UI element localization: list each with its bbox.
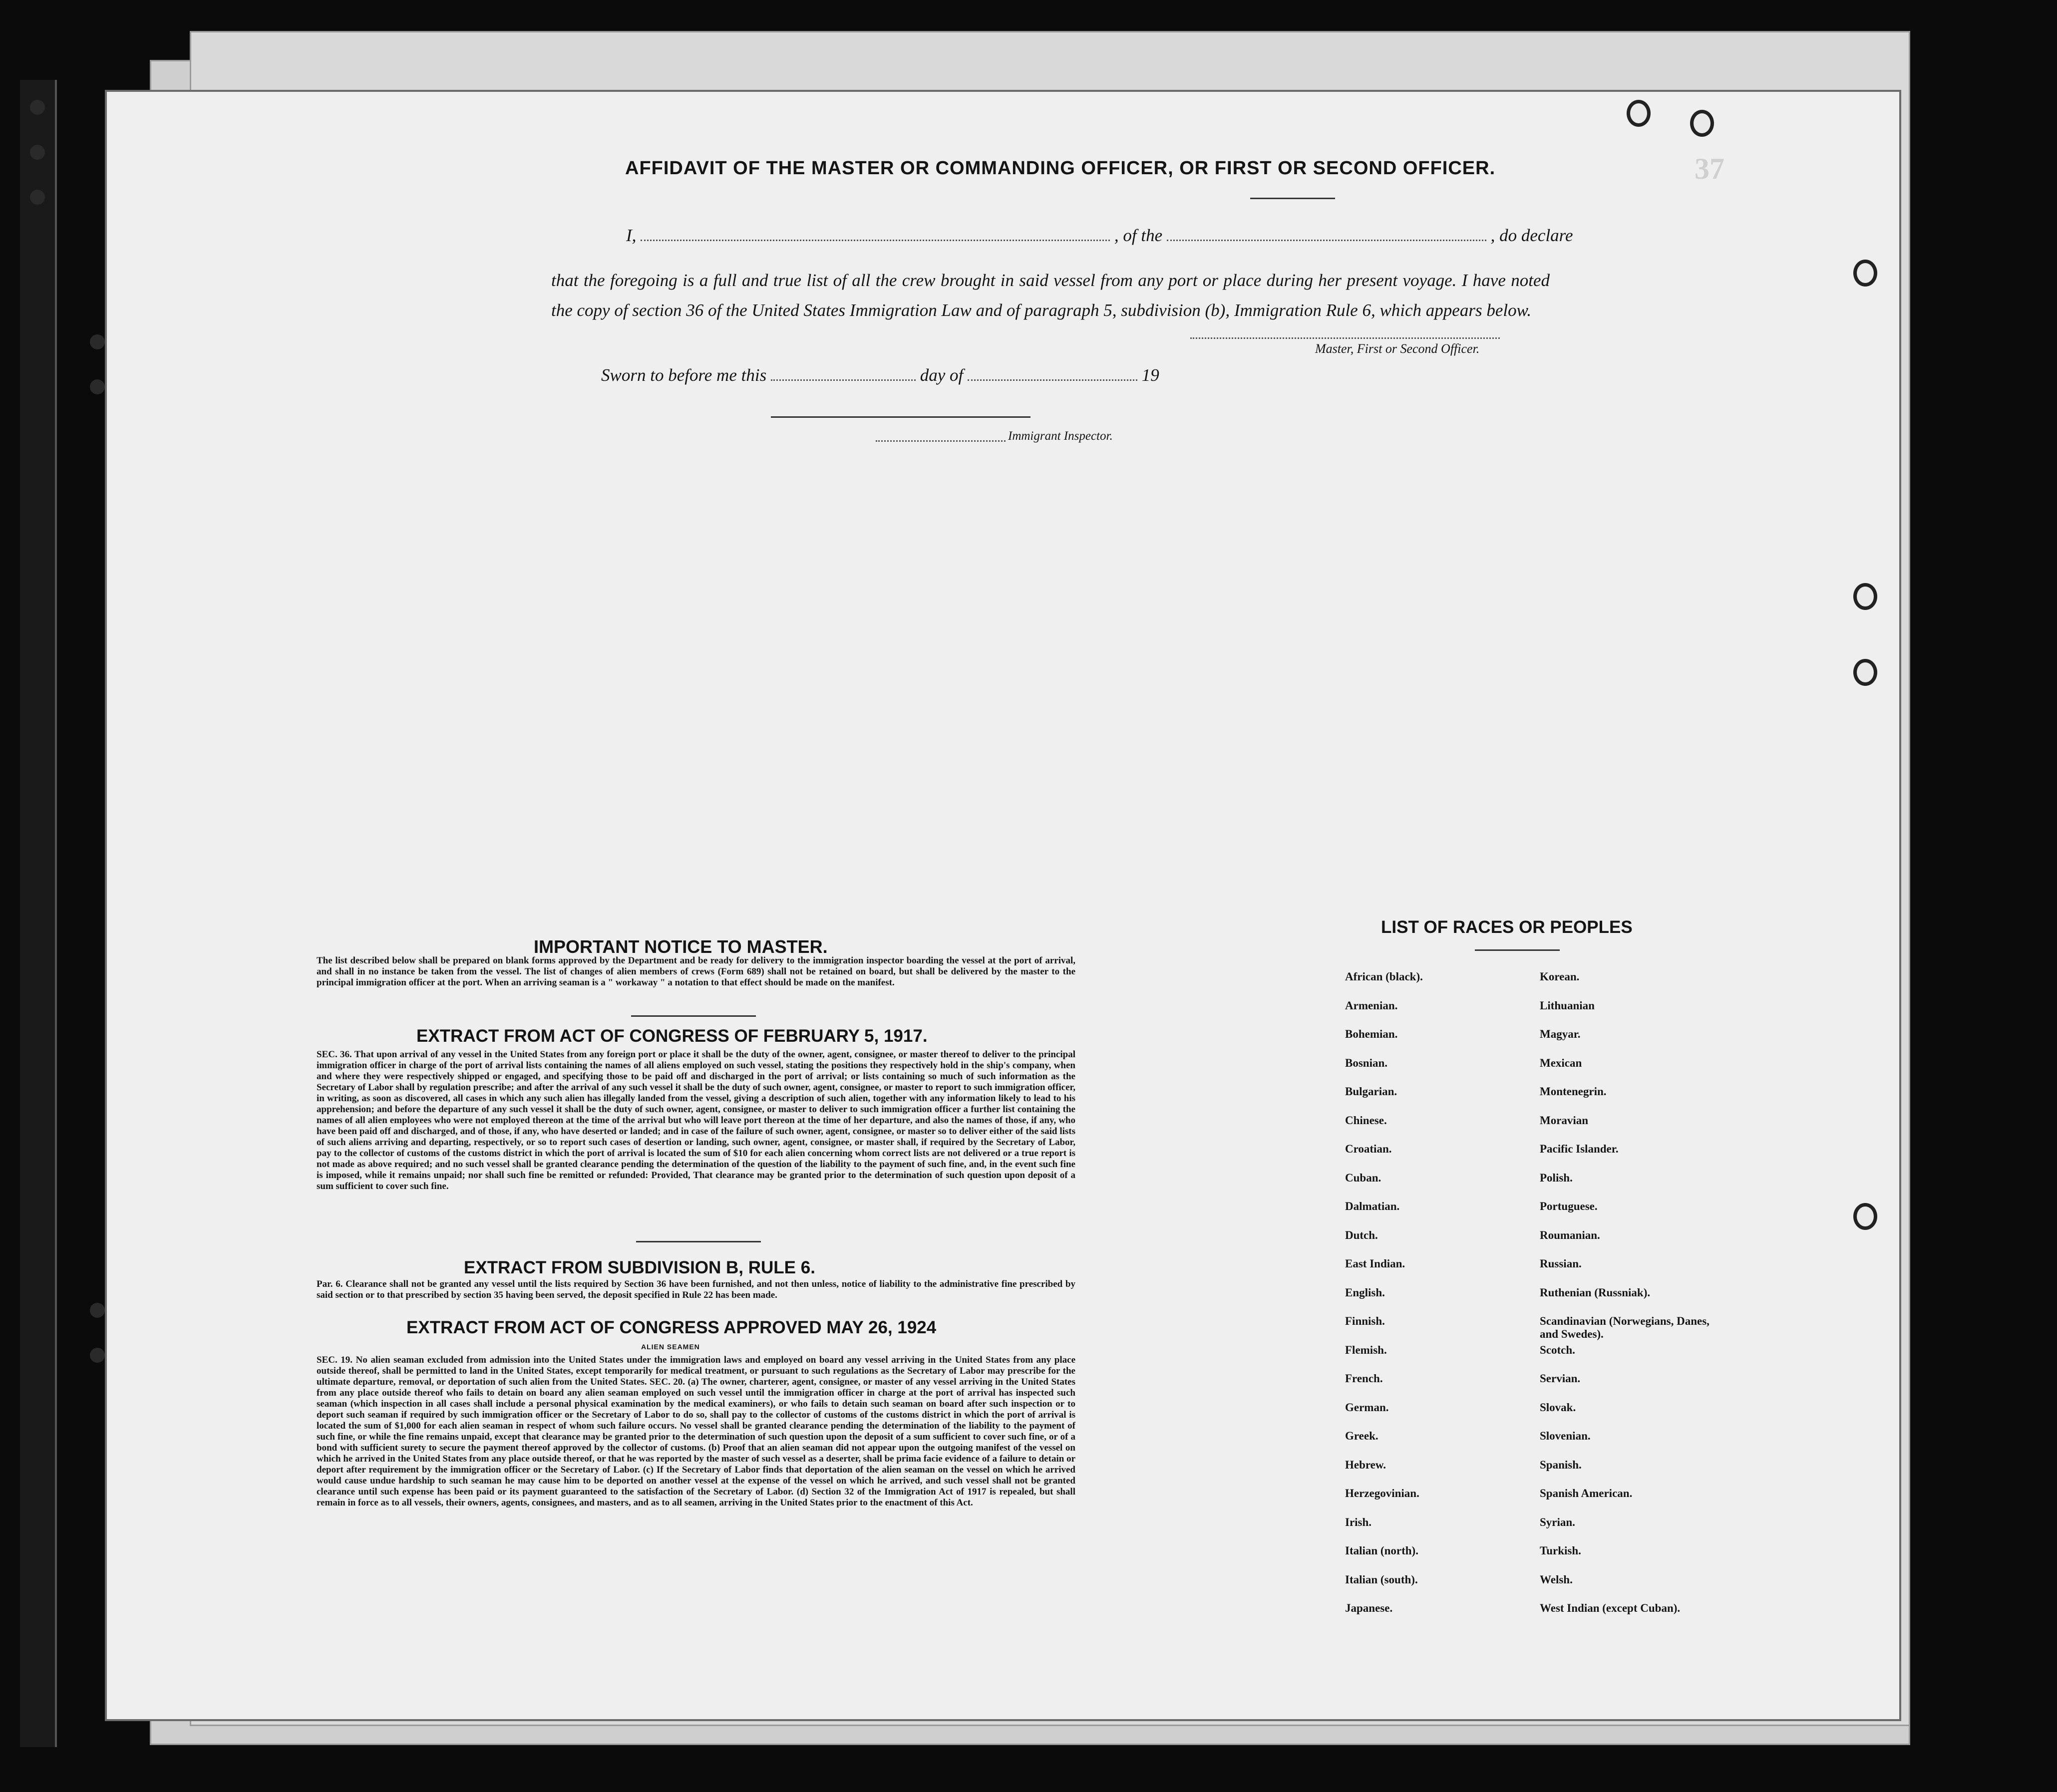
binder-dot bbox=[90, 1348, 105, 1363]
sworn-year: 19 bbox=[1141, 365, 1159, 385]
race-item: Spanish American. bbox=[1540, 1487, 1633, 1499]
binder-dot bbox=[90, 379, 105, 394]
race-item: Moravian bbox=[1540, 1114, 1589, 1127]
race-item: Chinese. bbox=[1345, 1114, 1387, 1127]
race-item: German. bbox=[1345, 1401, 1389, 1414]
race-item: Irish. bbox=[1345, 1515, 1372, 1528]
binder-dot bbox=[30, 145, 45, 160]
race-item: Polish. bbox=[1540, 1171, 1573, 1184]
race-item: East Indian. bbox=[1345, 1257, 1405, 1270]
race-item: Scandinavian (Norwegians, Danes, and Swedes). bbox=[1540, 1315, 1710, 1340]
race-item: French. bbox=[1345, 1372, 1383, 1385]
inspector-label: Immigrant Inspector. bbox=[1008, 429, 1113, 443]
race-item: Bulgarian. bbox=[1345, 1085, 1397, 1098]
race-item: Cuban. bbox=[1345, 1171, 1381, 1184]
race-item: Ruthenian (Russniak). bbox=[1540, 1286, 1651, 1299]
extract-1924-heading: EXTRACT FROM ACT OF CONGRESS APPROVED MAY 26, 1924 bbox=[406, 1318, 937, 1337]
punch-hole bbox=[1853, 659, 1877, 686]
race-item: Japanese. bbox=[1345, 1602, 1393, 1614]
extract-1917-heading: EXTRACT FROM ACT OF CONGRESS OF FEBRUARY 5, 1917. bbox=[416, 1026, 928, 1046]
race-item: English. bbox=[1345, 1286, 1385, 1299]
notice-divider bbox=[631, 1015, 756, 1017]
race-item: Mexican bbox=[1540, 1056, 1582, 1069]
race-item: Hebrew. bbox=[1345, 1458, 1386, 1471]
race-item: Italian (north). bbox=[1345, 1544, 1418, 1557]
affidavit-i: I, bbox=[626, 226, 637, 245]
page-number-bleed: 37 bbox=[1695, 152, 1724, 185]
races-title: LIST OF RACES OR PEOPLES bbox=[1381, 917, 1633, 937]
punch-hole bbox=[1853, 1203, 1877, 1230]
race-item: Welsh. bbox=[1540, 1573, 1573, 1586]
notice-title: IMPORTANT NOTICE TO MASTER. bbox=[534, 936, 828, 957]
race-item: Spanish. bbox=[1540, 1458, 1582, 1471]
affidavit-title: AFFIDAVIT OF THE MASTER OR COMMANDING OFFICER, OR FIRST OR SECOND OFFICER. bbox=[625, 158, 1496, 179]
race-item: Greek. bbox=[1345, 1430, 1378, 1442]
race-item: Lithuanian bbox=[1540, 999, 1595, 1012]
race-item: Slovenian. bbox=[1540, 1430, 1591, 1442]
sworn-day-blank[interactable] bbox=[771, 379, 916, 381]
sworn-day-of: day of bbox=[920, 365, 964, 385]
race-item: Korean. bbox=[1540, 970, 1580, 983]
left-binding-strip bbox=[20, 80, 57, 1747]
punch-hole bbox=[1853, 583, 1877, 610]
inspector-rule bbox=[771, 416, 1030, 418]
subdivision-b-text: Par. 6. Clearance shall not be granted any vessel until the lists required by Section 36 have been furnished, and not then unless, notice of liability to the administrative fine prescribed by said section or to that prescribed by section 35 having been served, the deposit specified in Rule 22 has been made. bbox=[317, 1279, 1075, 1300]
affidavit-body: that the foregoing is a full and true list of all the crew brought in said vessel from any port or place during her present voyage. I have noted the copy of section 36 of the United States Immigration Law and of paragraph 5, subdivision (b), Immigration Rule 6, which appears below. bbox=[551, 271, 1550, 320]
binder-dot bbox=[30, 100, 45, 115]
race-item: Roumanian. bbox=[1540, 1228, 1600, 1241]
subdivision-b-heading: EXTRACT FROM SUBDIVISION B, RULE 6. bbox=[464, 1258, 815, 1277]
binder-dot bbox=[90, 334, 105, 349]
race-item: Syrian. bbox=[1540, 1515, 1575, 1528]
race-item: Herzegovinian. bbox=[1345, 1487, 1419, 1499]
race-item: Servian. bbox=[1540, 1372, 1581, 1385]
race-item: Slovak. bbox=[1540, 1401, 1576, 1414]
race-item: Dutch. bbox=[1345, 1228, 1378, 1241]
sworn-prefix: Sworn to before me this bbox=[601, 365, 767, 385]
race-item: Bohemian. bbox=[1345, 1028, 1398, 1040]
race-item: Croatian. bbox=[1345, 1143, 1392, 1155]
race-item: Dalmatian. bbox=[1345, 1200, 1400, 1212]
master-signature-line[interactable] bbox=[1190, 337, 1500, 339]
race-item: Turkish. bbox=[1540, 1544, 1581, 1557]
inspector-signature-line[interactable] bbox=[876, 440, 1006, 442]
race-item: Armenian. bbox=[1345, 999, 1398, 1012]
race-item: Flemish. bbox=[1345, 1343, 1387, 1356]
race-item: Magyar. bbox=[1540, 1028, 1581, 1040]
master-signature-label: Master, First or Second Officer. bbox=[1315, 341, 1480, 356]
races-underline bbox=[1475, 949, 1560, 951]
race-item: West Indian (except Cuban). bbox=[1540, 1602, 1681, 1614]
race-item: Pacific Islander. bbox=[1540, 1143, 1619, 1155]
punch-hole bbox=[1690, 110, 1714, 137]
race-item: Montenegrin. bbox=[1540, 1085, 1607, 1098]
notice-text: The list described below shall be prepared on blank forms approved by the Department and be ready for delivery to the immigration inspector boarding the vessel at the port of arrival, and shall in no instance be taken from the vessel. The list of changes of alien members of crews (Form 689) shall not be retained on board, but shall be delivered by the master to the principal immigration officer at the port. When an arriving seaman is a " workaway " a notation to that effect should be made on the manifest. bbox=[317, 955, 1075, 988]
race-item: African (black). bbox=[1345, 970, 1423, 983]
extract-divider bbox=[636, 1241, 761, 1242]
extract-1924-subheading: ALIEN SEAMEN bbox=[641, 1343, 700, 1351]
binder-dot bbox=[90, 1303, 105, 1318]
race-item: Scotch. bbox=[1540, 1343, 1575, 1356]
race-item: Finnish. bbox=[1345, 1315, 1385, 1327]
sworn-line bbox=[601, 365, 1159, 385]
title-underline bbox=[1250, 198, 1335, 199]
race-item: Russian. bbox=[1540, 1257, 1582, 1270]
extract-1917-text: SEC. 36. That upon arrival of any vessel in the United States from any foreign port or place it shall be the duty of the owner, agent, consignee, or master thereof to deliver to the principal immigration officer in charge of the port of arrival lists containing the names of all aliens employed on such vessel, stating the positions they respectively hold in the ship's company, when and where they were respectively shipped or engaged, and specifying those to be paid off and discharged in the port of arrival; or lists containing so much of such information as the Secretary of Labor shall by regulation prescribe; and after the arrival of any such vessel it shall be the duty of such owner, agent, consignee, or master to report to such immigration officer, in writing, as soon as discovered, all cases in which any such alien has illegally landed from the vessel, giving a description of such alien, together with any information likely to lead to his apprehension; and before the departure of any such vessel it shall be the duty of such owner, agent, consignee, or master to deliver to such immigration officer a further list containing the names of all alien employees who were not employed thereon at the time of the arrival but who will leave port thereon at the time of her departure, and also the names of those, if any, who have been paid off and discharged, and of those, if any, who have deserted or landed; and in case of the failure of such owner, agent, consignee, or master so to deliver either of the said lists of such aliens arriving and departing, respectively, or so to report such cases of desertion or landing, such owner, agent, consignee, or master shall, if required by the Secretary of Labor, pay to the collector of customs of the customs district in which the port of arrival is located the sum of $10 for each alien concerning whom correct lists are not delivered or a true report is not made as above required; and no such vessel shall be granted clearance pending the determination of the question of the liability to the payment of such fine, and, in the event such fine is imposed, while it remains unpaid; nor shall such fine be remitted or refunded: Provided, That clearance may be granted prior to the determination of such question upon deposit of a sum sufficient to cover such fine. bbox=[317, 1049, 1075, 1192]
affidavit-body-wrap bbox=[551, 236, 1550, 325]
race-item: Italian (south). bbox=[1345, 1573, 1418, 1586]
affidavit-of-the: , of the bbox=[1114, 226, 1163, 245]
punch-hole bbox=[1627, 100, 1651, 127]
race-item: Portuguese. bbox=[1540, 1200, 1598, 1212]
sworn-month-blank[interactable] bbox=[968, 379, 1137, 381]
race-item: Bosnian. bbox=[1345, 1056, 1388, 1069]
form-sheet bbox=[105, 90, 1901, 1721]
extract-1924-text: SEC. 19. No alien seaman excluded from admission into the United States under the immigration laws and employed on board any vessel arriving in the United States from any place outside thereof, shall be permitted to land in the United States, except temporarily for medical treatment, or pursuant to such regulations as the Secretary of Labor may prescribe for the ultimate departure, removal, or deportation of such alien from the United States. SEC. 20. (a) The owner, charterer, agent, consignee, or master of any vessel arriving in the United States from any place outside thereof who fails to detain on board any alien seaman employed on such vessel until the immigration officer in charge at the port of arrival has inspected such seaman (which inspection in all cases shall include a personal physical examination by the medical examiners), or who fails to detain such seaman on board after such inspection or to deport such seaman if required by such immigration officer or the Secretary of Labor to do so, shall pay to the collector of customs of the customs district in which the port of arrival is located the sum of $1,000 for each alien seaman in respect of whom such failure occurs. No vessel shall be granted clearance pending the determination of the liability to the payment of such fine, or while the fine remains unpaid, except that clearance may be granted prior to the determination of such question upon the deposit of a sum sufficient to cover such fine, or of a bond with sufficient surety to secure the payment thereof approved by the collector of customs. (b) Proof that an alien seaman did not appear upon the outgoing manifest of the vessel on which he arrived in the United States from any place outside thereof, or that he was reported by the master of such vessel as a deserter, shall be prima facie evidence of a failure to detain or deport after requirement by the immigration officer or the Secretary of Labor. (c) If the Secretary of Labor finds that deportation of the alien seaman on the vessel on which he arrived would cause undue hardship to such seaman he may cause him to be deported on another vessel at the expense of the vessel on which he arrived, and such vessel shall not be granted clearance until such expense has been paid or its payment guaranteed to the satisfaction of the Secretary of Labor. (d) Section 32 of the Immigration Act of 1917 is repealed, but shall remain in force as to all vessels, their owners, agents, consignees, and masters, and as to all seamen, arriving in the United States prior to the enactment of this Act. bbox=[317, 1355, 1075, 1508]
affidavit-declare: , do declare bbox=[1490, 226, 1573, 245]
binder-dot bbox=[30, 190, 45, 205]
punch-hole bbox=[1853, 260, 1877, 287]
